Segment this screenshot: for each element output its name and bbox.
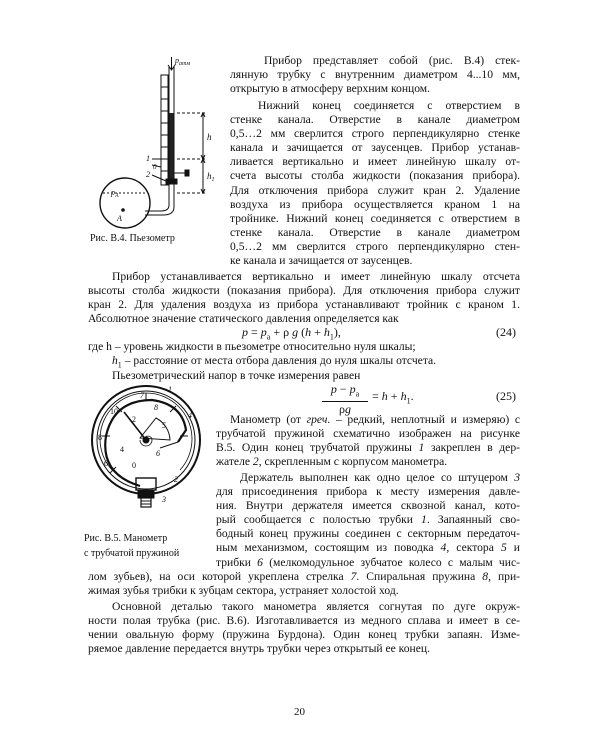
page-number: 20: [294, 706, 305, 718]
part-2: 2: [174, 475, 178, 484]
part-1: 1: [168, 385, 172, 394]
manometer-figure: [80, 378, 220, 513]
text-line: рый сообщается с полостью трубки 1. Запаянный сво-: [216, 513, 521, 526]
text-line: Прибор устанавливается вертикально и имеет линейную шкалу отсчета: [112, 270, 520, 283]
label-pa: p: [111, 188, 115, 197]
part-3: 3: [162, 495, 166, 504]
scale-10: 10: [110, 407, 118, 416]
text-line: стенке канала. Отверстие в канале диаметром: [230, 113, 520, 126]
label-h1-sub: 1: [211, 177, 215, 183]
part-6: 6: [156, 449, 160, 458]
label-2: 2: [146, 170, 150, 179]
text-line: Основной деталью такого манометра является согнутая по дуге окруж-: [112, 600, 520, 613]
text-line: Пьезометрический напор в точке измерения равен: [112, 369, 361, 382]
figure1-caption: Рис. В.4. Пьезометр: [90, 233, 175, 244]
text-line: чении овальную форму (пружина Бурдона). Один конец трубки запаян. Изме-: [88, 628, 520, 641]
part-8: 8: [154, 403, 158, 412]
label-patm-sub: атм: [179, 61, 191, 67]
equation-25-fraction: $p - p_а$ ρg: [322, 382, 368, 416]
text-line: Абсолютное значение статического давления определяется как: [88, 312, 399, 325]
label-patm: p: [175, 56, 179, 65]
svg-text:h1: [207, 171, 215, 183]
text-line: Для отключения прибора служит кран 2. Удаление: [230, 184, 520, 197]
text-line: жателе 2, скрепленным с корпусом манометра.: [216, 455, 448, 468]
text-line: Нижний конец соединяется с отверстием в: [258, 99, 520, 112]
part-7: 7: [140, 391, 144, 400]
text-line: кран 2. Для удаления воздуха из прибора устанавливают тройник с краном 1.: [88, 298, 520, 311]
equation-24-number: (24): [496, 325, 516, 339]
piezometer-figure: [95, 55, 245, 230]
figure2-caption-line1: Рис. В.5. Манометр: [84, 533, 168, 544]
text-line: бодный конец пружины соединен с секторным передаточ-: [216, 527, 520, 540]
text-line: лом зубьев), на оси которой укреплена стрелка 7. Спиральная пружина 8, при-: [88, 570, 521, 583]
svg-text:pA: [110, 188, 119, 199]
text-line: 0,5…2 мм сверлится строго перпендикулярно стен-: [230, 240, 520, 253]
text-line: лянную трубку с внутренним диаметром 4...10 мм,: [230, 68, 520, 81]
scale-4: 4: [120, 445, 124, 454]
label-1: 1: [146, 154, 150, 163]
text-line: трибки 6 (мелкомодульное зубчатое колесо с малым чис-: [216, 556, 520, 569]
text-line: жимая зубья трибки к зубцам сектора, устраняет холостой ход.: [88, 584, 399, 597]
text-line: счета высоты столба жидкости (показания прибора).: [230, 169, 520, 182]
text-line: Прибор представляет собой (рис. В.4) стек-: [264, 54, 520, 67]
text-line: высоты столба жидкости (показания прибора). Для отключения прибора служит: [88, 284, 520, 297]
part-5: 5: [162, 421, 166, 430]
label-h: h: [207, 132, 212, 142]
equation-25-rhs: = $h + h_1$.: [372, 389, 414, 406]
scale-2: 2: [132, 415, 136, 424]
text-line: для присоединения прибора к месту измерения давле-: [216, 485, 520, 498]
svg-text:pатм: [174, 56, 190, 67]
text-line: воздуха из прибора осуществляется краном 1 на: [230, 198, 520, 211]
text-line: канала и зачищается от заусенцев. Прибор устанав-: [230, 141, 520, 154]
text-line: открытую в атмосферу верхним концом.: [230, 82, 431, 95]
text-line: ке канала и зачищается от заусенцев.: [230, 254, 413, 267]
text-line: В.5. Один конец трубчатой пружины 1 закреплен в дер-: [216, 441, 520, 454]
text-line: ливается вертикально и имеет линейную шкалу от-: [230, 155, 520, 168]
label-zero: 0: [153, 163, 157, 171]
figure2-caption-line2: с трубчатой пружиной: [84, 548, 180, 559]
equation-25-number: (25): [496, 389, 516, 403]
text-line: Манометр (от греч. – редкий, неплотный и измеряю) с: [230, 413, 521, 426]
label-pa-sub: A: [115, 193, 119, 199]
scale-0: 0: [132, 461, 136, 470]
text-line: стенке канала. Отверстие в канале диаметром: [230, 226, 520, 239]
scale-8: 8: [98, 433, 102, 442]
text-line: ряемое давление передается внутрь трубки через открытый ее конец.: [88, 642, 430, 655]
text-line: ния. Внутри держателя имеется сквозной канал, кото-: [216, 499, 520, 512]
text-line: ным механизмом, состоящим из поводка 4, сектора 5 и: [216, 541, 520, 554]
label-A: A: [117, 214, 122, 223]
label-h1: h: [207, 171, 212, 181]
text-line: Держатель выполнен как одно целое со штуцером 3: [240, 471, 520, 484]
scale-6: 6: [104, 459, 108, 468]
where-h1-line: $h_1$ – расстояние от места отбора давления до нуля шкалы отсчета.: [112, 354, 437, 370]
text-line: тройнике. Нижний конец соединяется с отверстием в: [230, 212, 520, 225]
text-line: трубчатой пружиной схематично изображен на рисунке: [216, 427, 520, 440]
where-h-line: где h – уровень жидкости в пьезометре относительно нуля шкалы;: [88, 340, 416, 353]
equation-24: $p = p_а + \rho$ g $(h + h_1)$,: [242, 325, 341, 342]
text-line: 0,5…2 мм сверлится строго перпендикулярно стенке: [230, 127, 520, 140]
text-line: ности полая трубка (рис. В.6). Изготавливается из медного сплава и имеет в се-: [88, 614, 520, 627]
part-4: 4: [188, 411, 192, 420]
